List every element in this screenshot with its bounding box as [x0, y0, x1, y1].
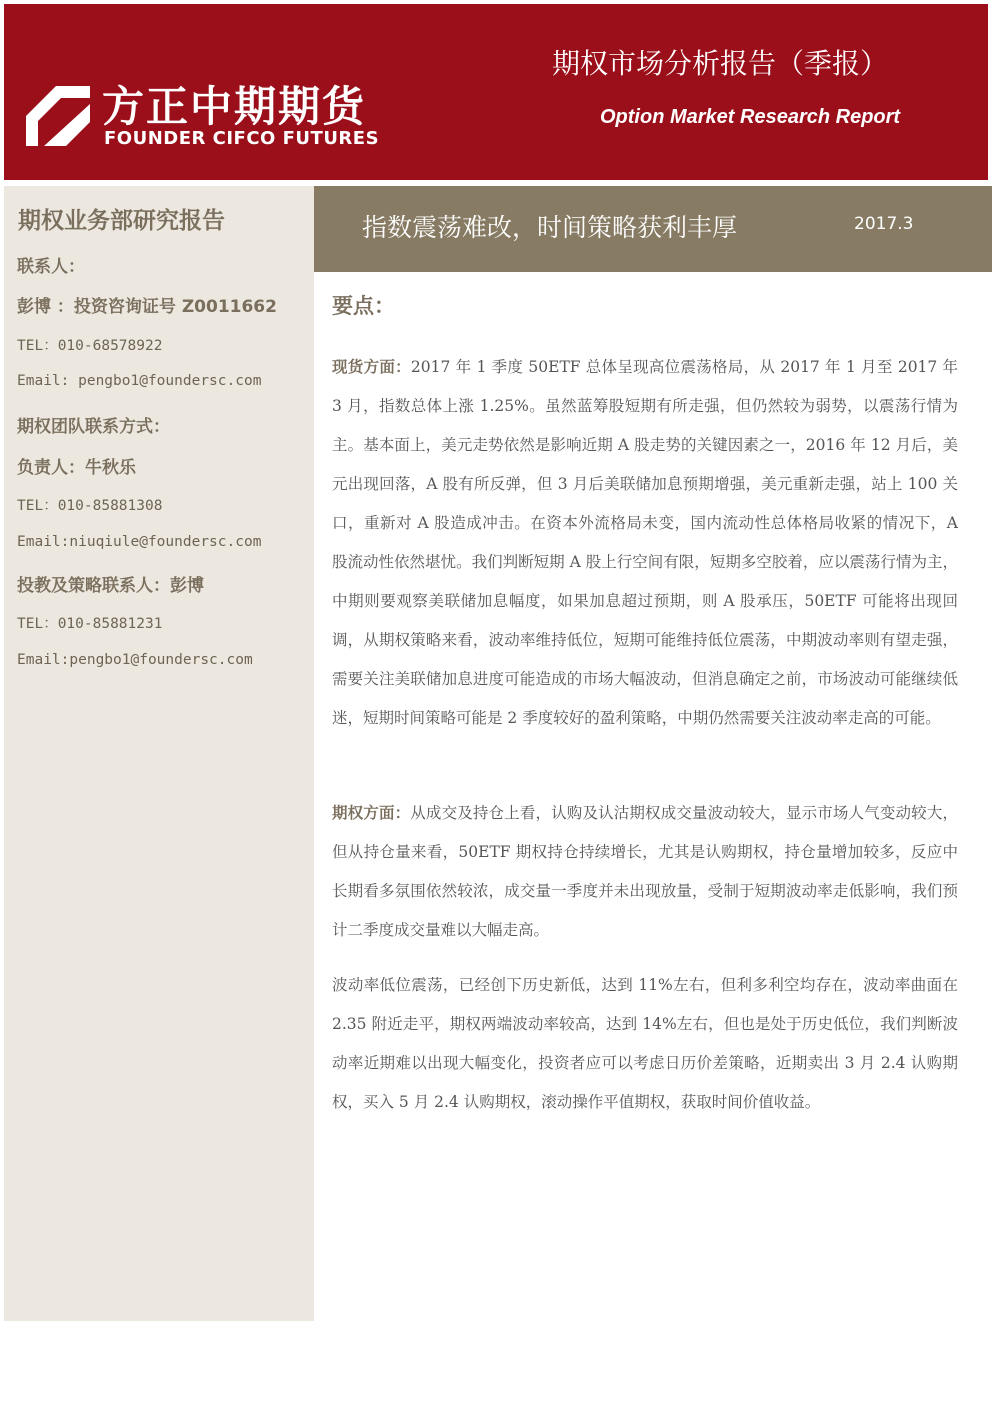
title-band	[314, 186, 992, 272]
sidebar-heading: 期权业务部研究报告	[18, 208, 225, 234]
strategy-email[interactable]: Email:pengbo1@foundersc.com	[17, 652, 253, 668]
volatility-text: 波动率低位震荡，已经创下历史新低，达到 11%左右，但利多利空均存在，波动率曲面在 2.35 附近走平，期权两端波动率较高，达到 14%左右，但也是处于历史低位，我们判断波动率近期难以出现大幅变化，投资者应可以考虑日历价差策略，近期卖出 3 月 2.4 认购期权，买入 5 月 2.4 认购期权，滚动操作平值期权，获取时间价值收益。	[332, 976, 958, 1111]
contact-tel: TEL：010-68578922	[17, 338, 163, 354]
contact-sidebar	[4, 186, 314, 1321]
contact-email[interactable]: Email: pengbo1@foundersc.com	[17, 373, 262, 389]
founder-logo-icon	[26, 86, 90, 146]
report-title: 期权市场分析报告（季报）	[552, 47, 889, 80]
strategy-contact: 投教及策略联系人：彭博	[17, 576, 204, 596]
volatility-paragraph	[332, 966, 958, 1122]
report-subtitle: Option Market Research Report	[600, 106, 901, 128]
team-tel: TEL：010-85881308	[17, 498, 163, 514]
logo-english-name: FOUNDER CIFCO FUTURES	[104, 128, 380, 149]
strategy-tel: TEL：010-85881231	[17, 616, 163, 632]
team-email[interactable]: Email:niuqiule@foundersc.com	[17, 534, 262, 550]
header-banner	[4, 4, 988, 180]
main-title: 指数震荡难改，时间策略获利丰厚	[362, 213, 738, 242]
spot-market-paragraph	[332, 348, 958, 738]
contact-person: 彭博 ：投资咨询证号 Z0011662	[17, 297, 277, 317]
key-points-heading: 要点：	[332, 294, 395, 318]
team-label: 期权团队联系方式：	[17, 417, 170, 437]
option-text: 从成交及持仓上看，认购及认沽期权成交量波动较大，显示市场人气变动较大，但从持仓量来看，50ETF 期权持仓持续增长，尤其是认购期权，持仓量增加较多，反应中长期看多氛围依然较浓，成交量一季度并未出现放量，受制于短期波动率走低影响，我们预计二季度成交量难以大幅走高。	[332, 804, 958, 939]
logo-chinese-name: 方正中期期货	[102, 82, 367, 131]
report-date: 2017.3	[854, 214, 914, 234]
spot-text: 2017 年 1 季度 50ETF 总体呈现高位震荡格局，从 2017 年 1 月至 2017 年 3 月，指数总体上涨 1.25%。虽然蓝筹股短期有所走强，但仍然较为弱势，以震荡行情为主。基本面上，美元走势依然是影响近期 A 股走势的关键因素之一，2016 年 12 月后，美元出现回落，A 股有所反弹，但 3 月后美联储加息预期增强，美元重新走强，站上 100 关口，重新对 A 股造成冲击。在资本外流格局未变，国内流动性总体格局收紧的情况下，A 股流动性依然堪忧。我们判断短期 A 股上行空间有限，短期多空胶着，应以震荡行情为主，中期则要观察美联储加息幅度，如果加息超过预期，则 A 股承压，50ETF 可能将出现回调，从期权策略来看，波动率维持低位，短期可能维持低位震荡，中期波动率则有望走强，需要关注美联储加息进度可能造成的市场大幅波动，但消息确定之前，市场波动可能继续低迷，短期时间策略可能是 2 季度较好的盈利策略，中期仍然需要关注波动率走高的可能。	[332, 358, 958, 727]
team-lead: 负责人：牛秋乐	[17, 458, 136, 478]
spot-lead: 现货方面：	[332, 358, 411, 376]
contact-label: 联系人：	[17, 257, 85, 277]
option-market-paragraph	[332, 794, 958, 950]
option-lead: 期权方面：	[332, 804, 411, 822]
